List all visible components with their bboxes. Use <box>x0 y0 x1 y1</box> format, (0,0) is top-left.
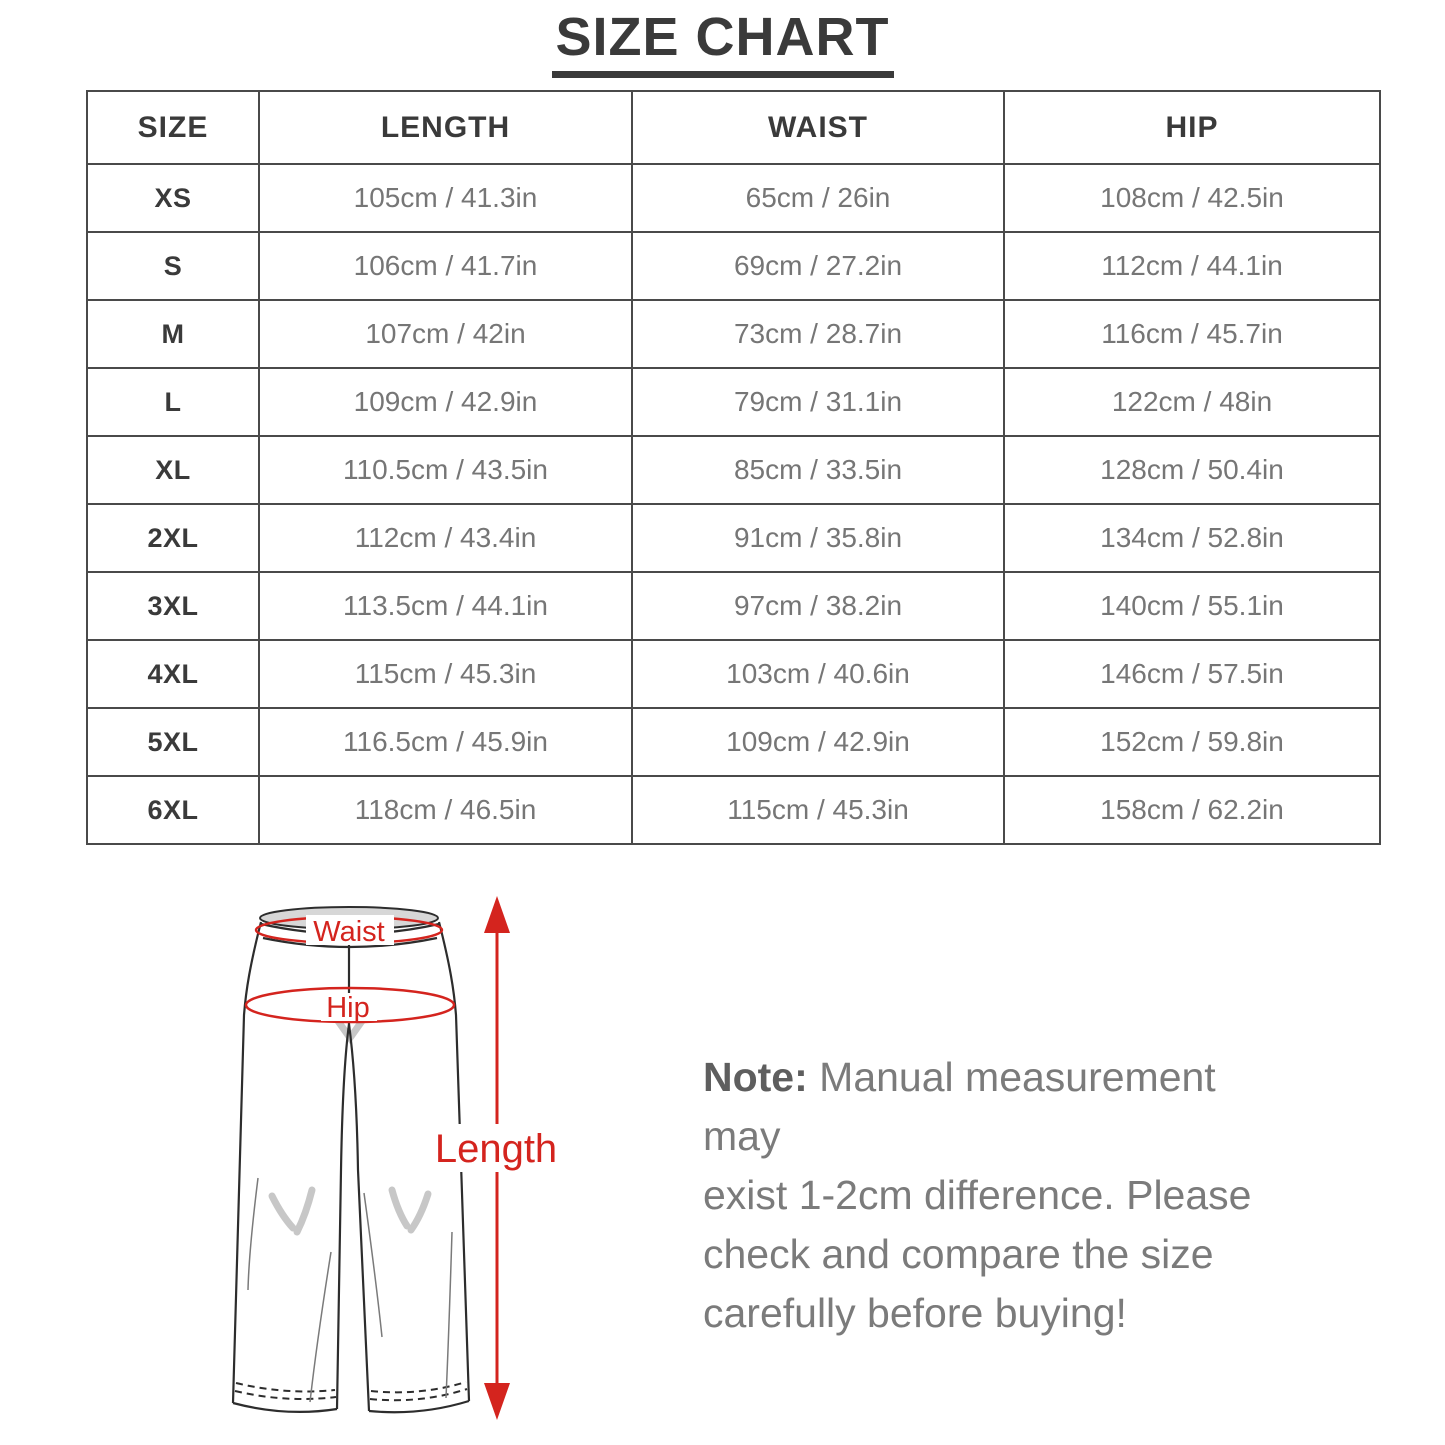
table-row <box>87 368 1380 436</box>
right-crease-2 <box>446 1232 452 1398</box>
hip-cell: 152cm / 59.8in <box>1004 708 1380 776</box>
length-cell: 109cm / 42.9in <box>259 368 632 436</box>
left-knee-mark-1 <box>272 1196 293 1228</box>
note-text: Manual measurement may <box>703 1054 1216 1159</box>
left-crease-1 <box>248 1178 258 1290</box>
length-cell: 118cm / 46.5in <box>259 776 632 844</box>
waist-cell: 65cm / 26in <box>632 164 1004 232</box>
hip-cell: 122cm / 48in <box>1004 368 1380 436</box>
length-cell: 112cm / 43.4in <box>259 504 632 572</box>
length-cell: 110.5cm / 43.5in <box>259 436 632 504</box>
length-cell: 113.5cm / 44.1in <box>259 572 632 640</box>
table-row <box>87 504 1380 572</box>
table-row <box>87 300 1380 368</box>
right-knee-mark-2 <box>411 1194 428 1230</box>
hip-label: Hip <box>326 992 370 1024</box>
note-line: carefully before buying! <box>703 1290 1127 1336</box>
right-hem-stitch-1 <box>370 1389 467 1400</box>
waist-label: Waist <box>313 916 385 948</box>
length-cell: 105cm / 41.3in <box>259 164 632 232</box>
left-hem-stitch-2 <box>236 1383 335 1391</box>
pants-measurement-diagram <box>120 875 710 1445</box>
right-hem-stitch-2 <box>371 1382 466 1392</box>
waist-cell: 85cm / 33.5in <box>632 436 1004 504</box>
column-header-hip: HIP <box>1004 91 1380 164</box>
left-crease-2 <box>310 1252 331 1402</box>
waist-cell: 79cm / 31.1in <box>632 368 1004 436</box>
table-row <box>87 640 1380 708</box>
header-row <box>87 91 1380 164</box>
length-cell: 116.5cm / 45.9in <box>259 708 632 776</box>
size-table-header <box>87 91 1380 164</box>
waist-cell: 103cm / 40.6in <box>632 640 1004 708</box>
waist-cell: 115cm / 45.3in <box>632 776 1004 844</box>
waist-cell: 69cm / 27.2in <box>632 232 1004 300</box>
waist-cell: 109cm / 42.9in <box>632 708 1004 776</box>
length-cell: 107cm / 42in <box>259 300 632 368</box>
page-title-wrap <box>0 7 1445 78</box>
length-label: Length <box>434 1127 558 1171</box>
page-title: SIZE CHART <box>552 10 894 78</box>
waist-cell: 91cm / 35.8in <box>632 504 1004 572</box>
size-cell: M <box>87 300 259 368</box>
size-cell: XS <box>87 164 259 232</box>
length-cell: 115cm / 45.3in <box>259 640 632 708</box>
right-hem-edge <box>369 1401 469 1412</box>
hip-cell: 116cm / 45.7in <box>1004 300 1380 368</box>
table-row <box>87 164 1380 232</box>
hip-cell: 158cm / 62.2in <box>1004 776 1380 844</box>
hip-cell: 128cm / 50.4in <box>1004 436 1380 504</box>
hip-cell: 140cm / 55.1in <box>1004 572 1380 640</box>
measurement-note <box>703 1048 1303 1343</box>
length-cell: 106cm / 41.7in <box>259 232 632 300</box>
pants-left-inner-edge <box>337 1024 349 1409</box>
waist-cell: 73cm / 28.7in <box>632 300 1004 368</box>
left-knee-mark-2 <box>297 1190 312 1232</box>
table-row <box>87 232 1380 300</box>
column-header-length: LENGTH <box>259 91 632 164</box>
size-cell: 4XL <box>87 640 259 708</box>
right-knee-mark-1 <box>392 1190 407 1226</box>
pants-right-inner-edge <box>349 1024 369 1411</box>
size-cell: XL <box>87 436 259 504</box>
size-table-body <box>87 164 1380 844</box>
note-line: exist 1-2cm difference. Please <box>703 1172 1252 1218</box>
size-cell: 3XL <box>87 572 259 640</box>
right-crease-1 <box>364 1193 382 1337</box>
note-line: check and compare the size <box>703 1231 1214 1277</box>
left-hem-edge <box>233 1403 337 1412</box>
column-header-waist: WAIST <box>632 91 1004 164</box>
size-cell: S <box>87 232 259 300</box>
size-cell: 6XL <box>87 776 259 844</box>
table-row <box>87 436 1380 504</box>
hip-cell: 146cm / 57.5in <box>1004 640 1380 708</box>
note-line <box>703 1048 1303 1166</box>
hip-cell: 112cm / 44.1in <box>1004 232 1380 300</box>
length-arrow-up-head <box>484 896 510 933</box>
pants-left-outer-edge <box>233 922 261 1403</box>
hip-cell: 108cm / 42.5in <box>1004 164 1380 232</box>
length-arrow-down-head <box>484 1383 510 1420</box>
table-row <box>87 776 1380 844</box>
column-header-size: SIZE <box>87 91 259 164</box>
size-chart-table <box>86 90 1381 845</box>
table-row <box>87 572 1380 640</box>
size-cell: 5XL <box>87 708 259 776</box>
table-row <box>87 708 1380 776</box>
waist-cell: 97cm / 38.2in <box>632 572 1004 640</box>
size-cell: 2XL <box>87 504 259 572</box>
size-cell: L <box>87 368 259 436</box>
hip-cell: 134cm / 52.8in <box>1004 504 1380 572</box>
left-hem-stitch-1 <box>235 1391 336 1399</box>
note-label: Note: <box>703 1054 808 1100</box>
